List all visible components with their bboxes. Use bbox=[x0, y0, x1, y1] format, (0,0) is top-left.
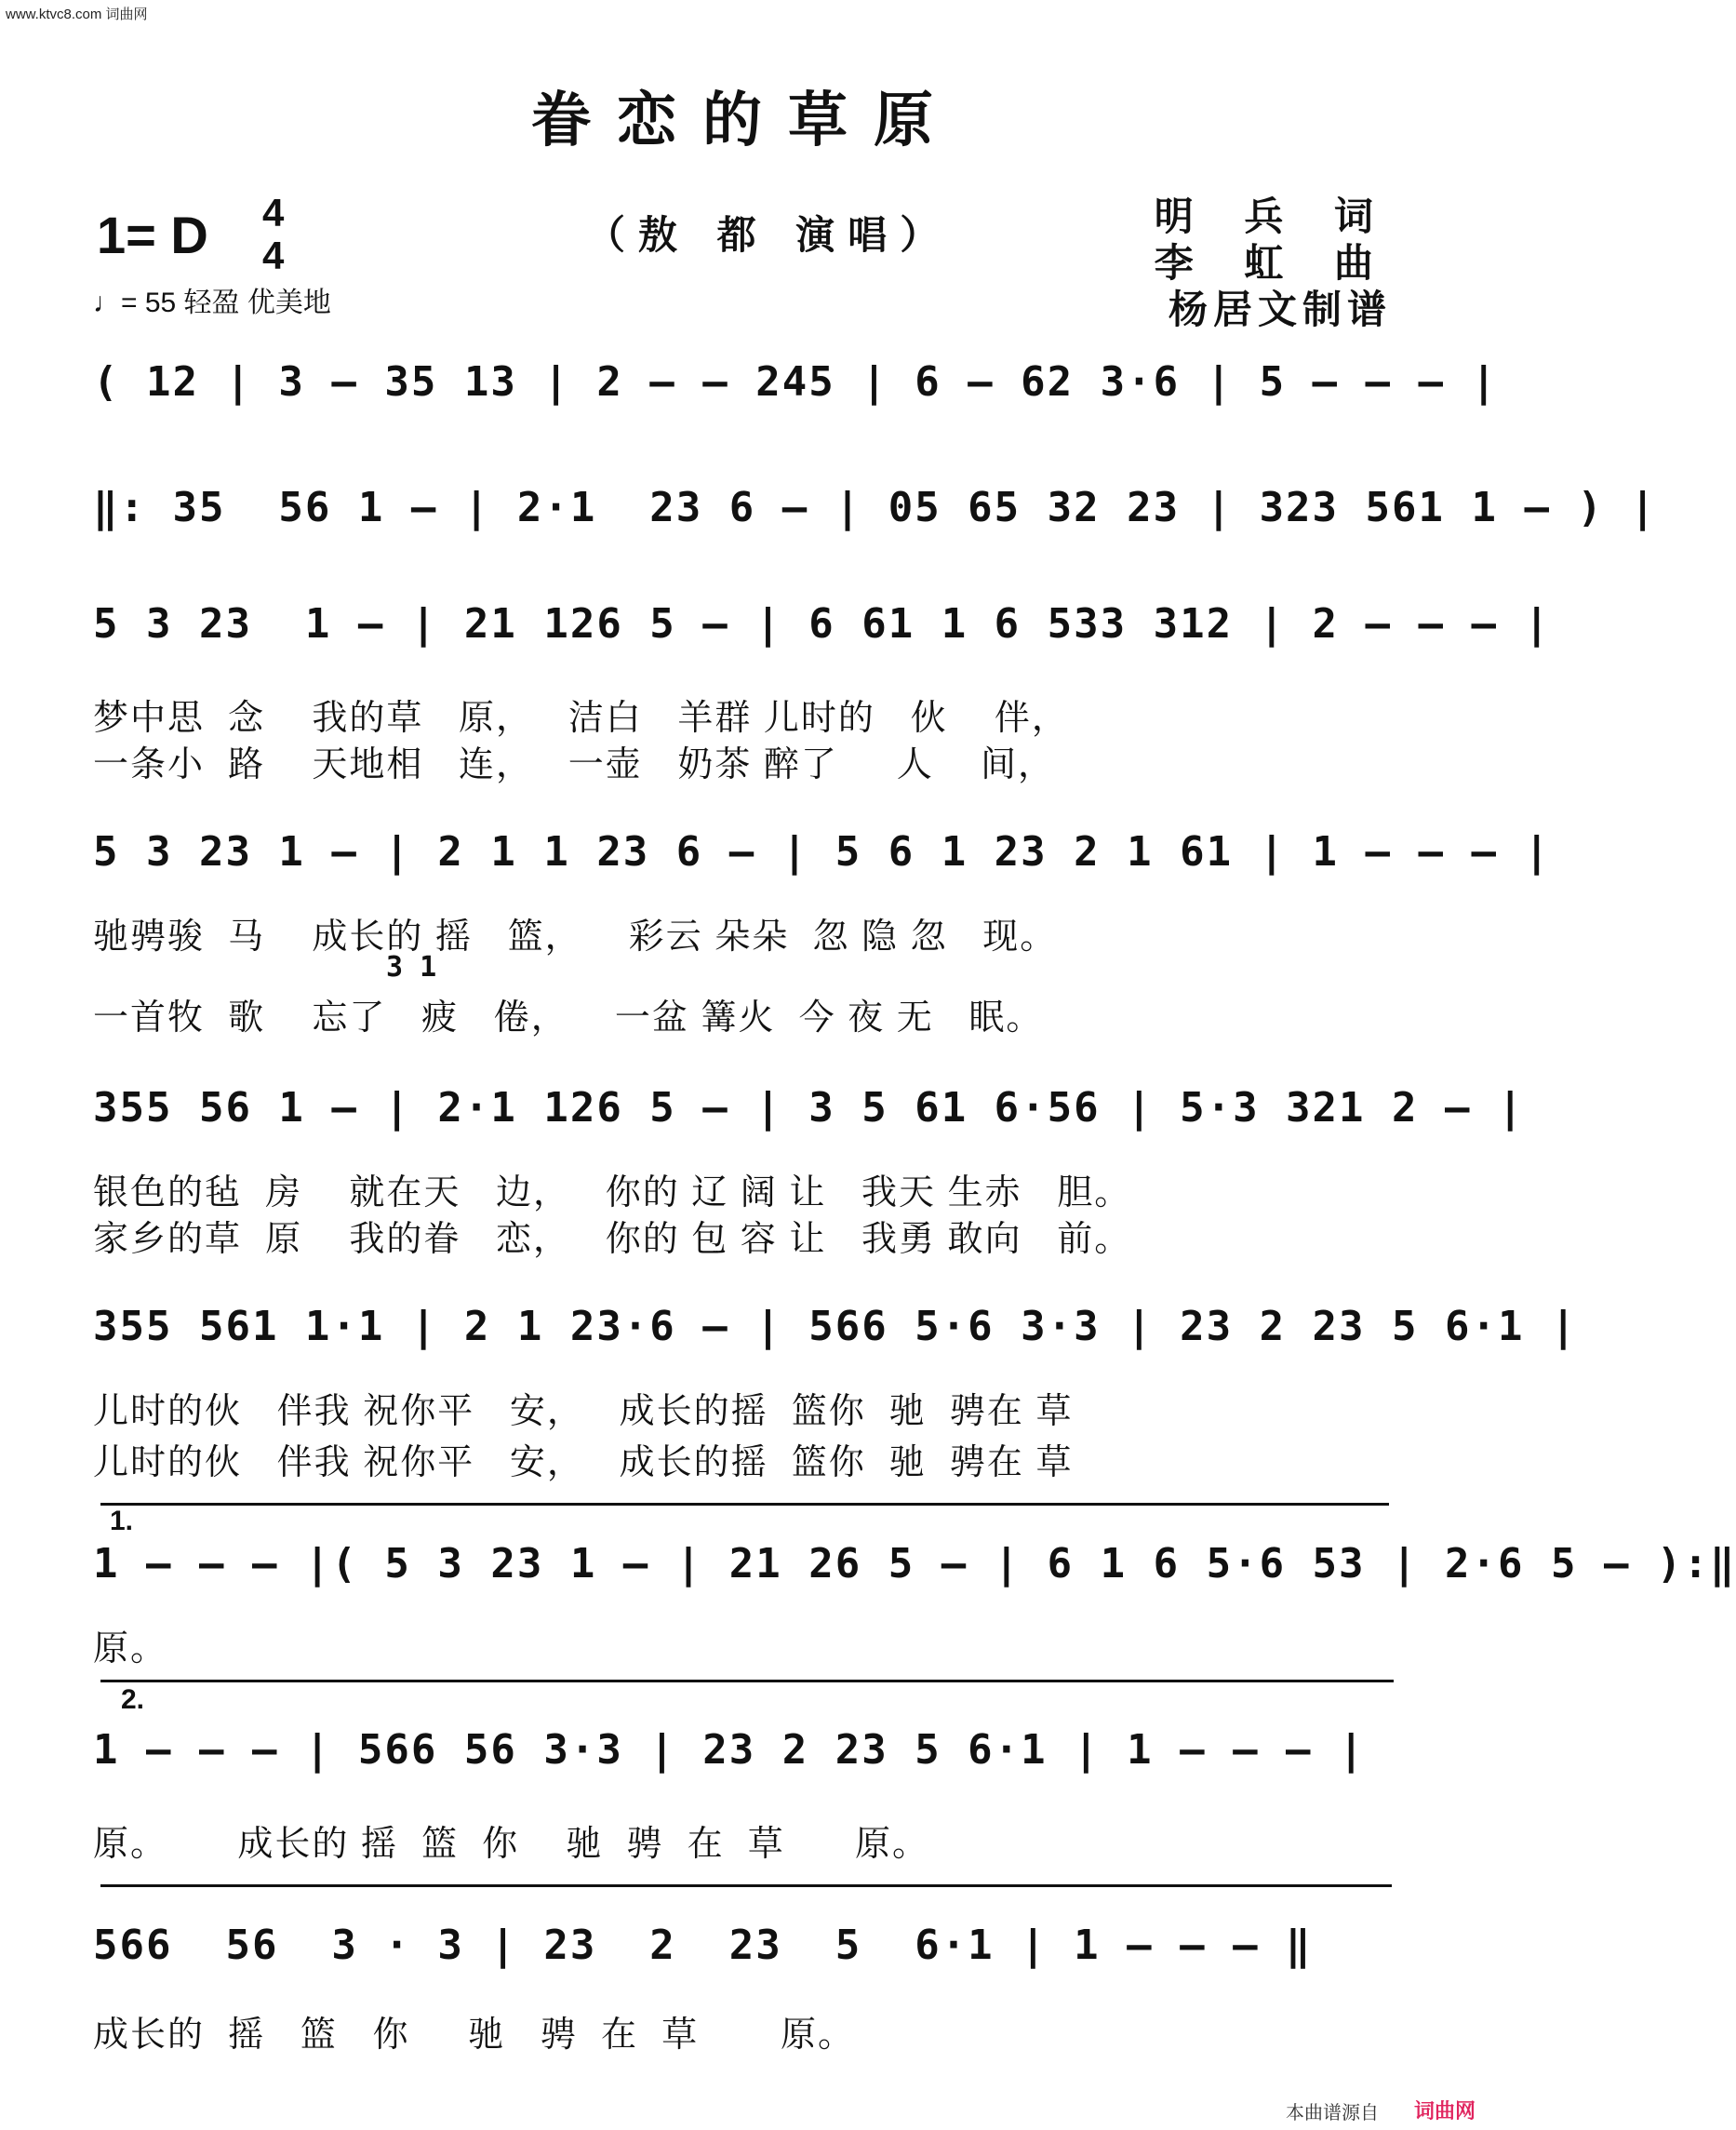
time-signature bbox=[262, 192, 284, 277]
meter-top: 4 bbox=[262, 191, 285, 234]
notation-line-6: 355 561 1·1 | 2 1 23·6 – | 566 5·6 3·3 | 23 2 23 5 6·1 | bbox=[93, 1303, 1578, 1350]
second-ending-number: 2. bbox=[121, 1684, 145, 1715]
lyric-line-3b: 一条小 路 天地相 连， 一壶 奶茶 醉了 人 间， bbox=[93, 745, 1055, 784]
notation-line-5: 355 56 1 – | 2·1 126 5 – | 3 5 61 6·56 | 5·3 321 2 – | bbox=[93, 1084, 1525, 1132]
song-title: 眷恋的草原 bbox=[531, 86, 959, 155]
first-ending-bracket bbox=[100, 1503, 1389, 1506]
lyric-line-4b: 一首牧 歌 忘了 疲 倦， 一盆 篝火 今 夜 无 眠。 bbox=[93, 998, 1044, 1038]
site-footer-logo: 词曲网 bbox=[1413, 2099, 1476, 2123]
lyricist-credit: 明 兵 词 bbox=[1154, 194, 1392, 239]
lyric-line-5a: 银色的毡 房 就在天 边， 你的 辽 阔 让 我天 生赤 胆。 bbox=[93, 1173, 1132, 1212]
lyric-line-3a: 梦中思 念 我的草 原， 洁白 羊群 儿时的 伙 伴， bbox=[93, 699, 1069, 738]
composer-credit: 李 虹 曲 bbox=[1154, 240, 1392, 286]
alt-note-mark: 3 1 bbox=[386, 951, 437, 984]
lyric-line-7: 原。 bbox=[93, 1629, 168, 1668]
notation-line-8: 1 – – – | 566 56 3·3 | 23 2 23 5 6·1 | 1 – – – | bbox=[93, 1726, 1366, 1774]
performer-credit: （敖 都 演唱） bbox=[586, 212, 953, 258]
site-watermark: www.ktvc8.com 词曲网 bbox=[6, 7, 148, 22]
source-footer: 本曲谱源自 bbox=[1286, 2103, 1379, 2123]
notation-line-7: 1 – – – |( 5 3 23 1 – | 21 26 5 – | 6 1 6 5·6 53 | 2·6 5 – ):‖ bbox=[93, 1540, 1736, 1587]
notation-line-4: 5 3 23 1 – | 2 1 1 23 6 – | 5 6 1 23 2 1 61 | 1 – – – | bbox=[93, 828, 1551, 876]
lyric-line-8: 原。 成长的 摇 篮 你 驰 骋 在 草 原。 bbox=[93, 1825, 930, 1864]
first-ending-number: 1. bbox=[110, 1506, 134, 1536]
lyric-line-9: 成长的 摇 篮 你 驰 骋 在 草 原。 bbox=[93, 2016, 856, 2055]
meter-bottom: 4 bbox=[262, 234, 285, 277]
lyric-line-6b: 儿时的伙 伴我 祝你平 安， 成长的摇 篮你 驰 骋在 草 bbox=[93, 1443, 1074, 1482]
key-signature: 1= D bbox=[97, 206, 208, 264]
lyric-line-6a: 儿时的伙 伴我 祝你平 安， 成长的摇 篮你 驰 骋在 草 bbox=[93, 1392, 1074, 1431]
notation-line-2: ‖: 35 56 1 – | 2·1 23 6 – | 05 65 32 23 | 323 561 1 – ) | bbox=[93, 484, 1657, 531]
lyric-line-4a: 驰骋骏 马 成长的 摇 篮， 彩云 朵朵 忽 隐 忽 现。 bbox=[93, 918, 1058, 957]
coda-bracket bbox=[100, 1884, 1392, 1887]
notation-line-1: ( 12 | 3 – 35 13 | 2 – – 245 | 6 – 62 3·6 | 5 – – – | bbox=[93, 358, 1498, 406]
tempo-marking: ♩= 55 轻盈 优美地 bbox=[93, 288, 331, 318]
notation-line-9: 566 56 3 · 3 | 23 2 23 5 6·1 | 1 – – – ‖ bbox=[93, 1922, 1313, 1969]
notation-line-3: 5 3 23 1 – | 21 126 5 – | 6 61 1 6 533 312 | 2 – – – | bbox=[93, 600, 1551, 648]
lyric-line-5b: 家乡的草 原 我的眷 恋， 你的 包 容 让 我勇 敢向 前。 bbox=[93, 1220, 1132, 1259]
second-ending-bracket bbox=[100, 1680, 1394, 1682]
arranger-credit: 杨居文制谱 bbox=[1168, 287, 1392, 332]
